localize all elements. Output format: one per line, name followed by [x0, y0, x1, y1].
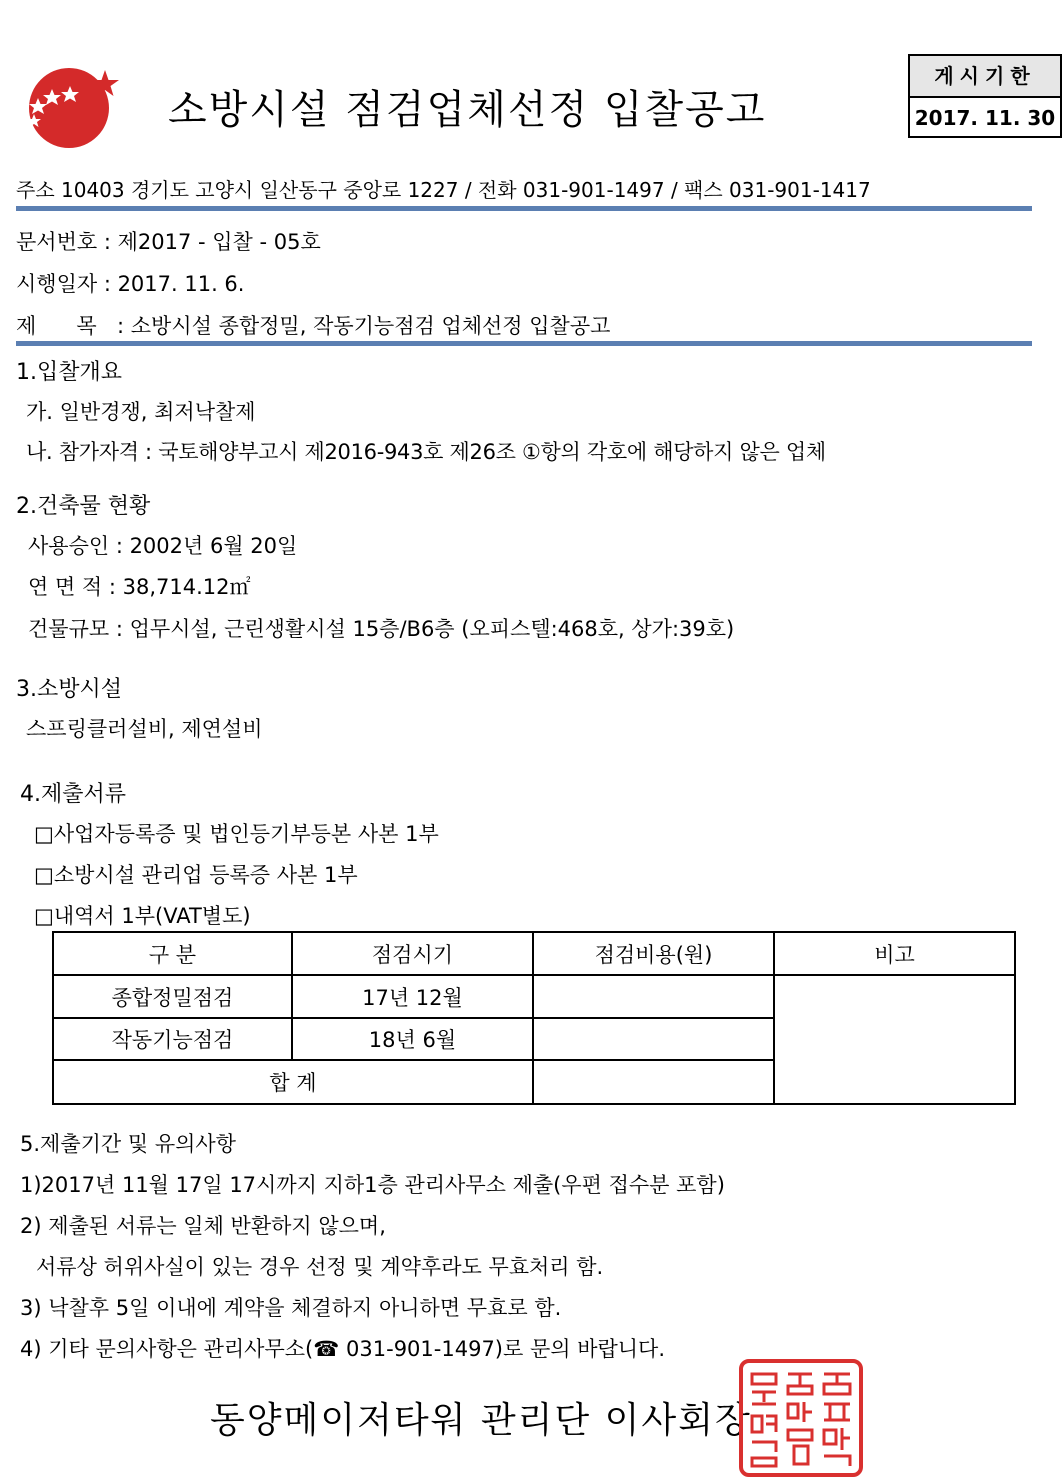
- issue-date: 시행일자 : 2017. 11. 6.: [16, 272, 245, 296]
- table-header: 점검비용(원): [533, 932, 774, 975]
- divider: [16, 206, 1032, 211]
- document-item: □소방시설 관리업 등록증 사본 1부: [34, 863, 358, 887]
- posting-deadline-label: 게시기한: [910, 56, 1060, 98]
- section-1-title: 1.입찰개요: [16, 360, 122, 385]
- table-header: 점검시기: [292, 932, 533, 975]
- section-5-title: 5.제출기간 및 유의사항: [20, 1132, 236, 1156]
- table-cell-timing: 17년 12월: [292, 975, 533, 1018]
- table-cell-timing: 18년 6월: [292, 1018, 533, 1060]
- table-total-label: 합 계: [53, 1060, 533, 1104]
- section-1-item-a: 가. 일반경쟁, 최저낙찰제: [26, 400, 256, 424]
- notice-item: 1)2017년 11월 17일 17시까지 지하1층 관리사무소 제출(우편 접수분 포함): [20, 1173, 725, 1197]
- section-4-title: 4.제출서류: [20, 782, 126, 807]
- section-3-title: 3.소방시설: [16, 677, 122, 702]
- table-cell-total-cost: [533, 1060, 774, 1104]
- page-title: 소방시설 점검업체선정 입찰공고: [168, 87, 767, 133]
- document-item: □내역서 1부(VAT별도): [34, 904, 251, 928]
- notice-item: 4) 기타 문의사항은 관리사무소(☎ 031-901-1497)로 문의 바랍니다.: [20, 1337, 666, 1361]
- table-header: 구 분: [53, 932, 292, 975]
- floor-area: 연 면 적 : 38,714.12㎡: [28, 575, 251, 599]
- notice-item: 2) 제출된 서류는 일체 반환하지 않으며,: [20, 1214, 386, 1238]
- logo-icon: [14, 62, 124, 150]
- section-2-title: 2.건축물 현황: [16, 494, 151, 519]
- address-line: 주소 10403 경기도 고양시 일산동구 중앙로 1227 / 전화 031-901-1497 / 팩스 031-901-1417: [16, 178, 871, 202]
- signature: 동양메이저타워 관리단 이사회장: [210, 1400, 752, 1441]
- table-cell-type: 작동기능점검: [53, 1018, 292, 1060]
- document-item: □사업자등록증 및 법인등기부등본 사본 1부: [34, 822, 439, 846]
- approval-date: 사용승인 : 2002년 6월 20일: [28, 534, 298, 558]
- table-cell-cost: [533, 975, 774, 1018]
- posting-deadline-box: [908, 54, 1062, 138]
- building-scale: 건물규모 : 업무시설, 근린생활시설 15층/B6층 (오피스텔:468호, 상가:39호): [28, 617, 735, 641]
- divider: [16, 341, 1032, 346]
- subject-label: 제 목: [16, 314, 97, 338]
- fire-facilities: 스프링클러설비, 제연설비: [26, 717, 263, 741]
- table-cell-type: 종합정밀점검: [53, 975, 292, 1018]
- posting-deadline-date: 2017. 11. 30: [914, 106, 1056, 130]
- subject: : 소방시설 종합정밀, 작동기능점검 업체선정 입찰공고: [117, 314, 611, 338]
- official-seal: [738, 1358, 864, 1478]
- notice-item: 서류상 허위사실이 있는 경우 선정 및 계약후라도 무효처리 함.: [36, 1255, 604, 1279]
- table-cell-remarks: [774, 975, 1015, 1104]
- notice-item: 3) 낙찰후 5일 이내에 계약을 체결하지 아니하면 무효로 함.: [20, 1296, 562, 1320]
- doc-number: 문서번호 : 제2017 - 입찰 - 05호: [16, 230, 321, 254]
- table-cell-cost: [533, 1018, 774, 1060]
- inspection-cost-table: [52, 931, 1016, 1105]
- table-header: 비고: [774, 932, 1015, 975]
- section-1-item-b: 나. 참가자격 : 국토해양부고시 제2016-943호 제26조 ①항의 각호에 해당하지 않은 업체: [26, 440, 826, 464]
